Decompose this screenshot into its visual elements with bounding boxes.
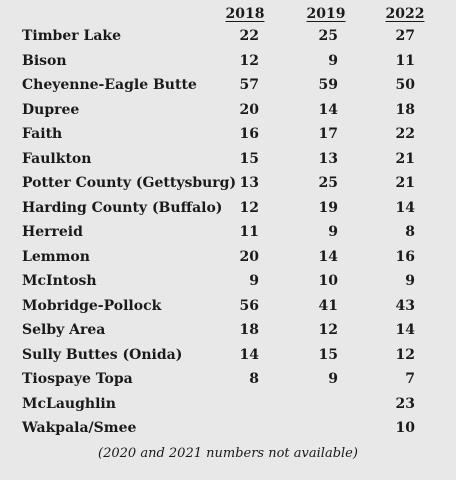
value-2018: 12 — [239, 52, 259, 69]
value-2019: 12 — [318, 322, 338, 338]
table-row — [0, 75, 456, 95]
value-2022: 23 — [395, 395, 415, 412]
table-row — [0, 320, 456, 340]
value-2019: 9 — [328, 371, 338, 387]
value-2018: 16 — [239, 126, 259, 142]
table-row — [0, 418, 456, 438]
value-2018: 56 — [239, 297, 259, 314]
value-2018: 20 — [239, 101, 259, 118]
value-2022: 7 — [405, 371, 415, 387]
school-name: Lemmon — [22, 248, 90, 265]
value-2019: 9 — [328, 224, 338, 240]
value-2019: 25 — [318, 28, 338, 44]
table-header — [0, 4, 456, 24]
value-2022: 8 — [405, 224, 415, 240]
table-row — [0, 247, 456, 267]
value-2022: 50 — [395, 77, 415, 93]
value-2018: 13 — [239, 175, 259, 191]
table-row — [0, 173, 456, 193]
value-2019: 59 — [318, 77, 338, 93]
school-name: Timber Lake — [22, 28, 122, 44]
school-name: Mobridge-Pollock — [22, 297, 162, 314]
school-name: Selby Area — [22, 322, 106, 338]
table-row — [0, 51, 456, 71]
value-2022: 21 — [395, 175, 415, 191]
table-row — [0, 271, 456, 291]
school-name: Tiospaye Topa — [22, 371, 133, 387]
value-2019: 14 — [318, 248, 338, 265]
value-2022: 9 — [405, 273, 415, 289]
value-2018: 20 — [239, 248, 259, 265]
value-2022: 21 — [395, 150, 415, 167]
school-name: Bison — [22, 52, 67, 69]
value-2019: 25 — [318, 175, 338, 191]
school-name: McIntosh — [22, 273, 97, 289]
footnote: (2020 and 2021 numbers not available) — [98, 446, 358, 461]
header-2022: 2022 — [385, 6, 425, 22]
table-row — [0, 149, 456, 169]
value-2018: 11 — [239, 224, 259, 240]
value-2019: 9 — [328, 52, 338, 69]
table-row — [0, 296, 456, 316]
value-2019: 17 — [318, 126, 338, 142]
value-2018: 9 — [249, 273, 259, 289]
value-2019: 13 — [318, 150, 338, 167]
value-2022: 16 — [395, 248, 415, 265]
school-name: Dupree — [22, 101, 80, 118]
table-row — [0, 198, 456, 218]
value-2018: 57 — [239, 77, 259, 93]
value-2022: 14 — [395, 322, 415, 338]
value-2018: 14 — [239, 346, 259, 363]
header-2019: 2019 — [306, 6, 346, 22]
value-2018: 8 — [249, 371, 259, 387]
table-row — [0, 222, 456, 242]
table-row — [0, 100, 456, 120]
value-2022: 18 — [395, 101, 415, 118]
school-name: McLaughlin — [22, 395, 116, 412]
school-name: Potter County (Gettysburg) — [22, 175, 237, 191]
value-2019: 14 — [318, 101, 338, 118]
school-name: Faith — [22, 126, 63, 142]
value-2022: 27 — [395, 28, 415, 44]
school-name: Harding County (Buffalo) — [22, 199, 223, 216]
value-2018: 12 — [239, 199, 259, 216]
value-2019: 15 — [318, 346, 338, 363]
table-row — [0, 26, 456, 46]
value-2022: 11 — [395, 52, 415, 69]
value-2019: 19 — [318, 199, 338, 216]
table-row — [0, 369, 456, 389]
value-2022: 43 — [395, 297, 415, 314]
school-name: Herreid — [22, 224, 83, 240]
school-name: Faulkton — [22, 150, 92, 167]
value-2018: 22 — [239, 28, 259, 44]
value-2022: 22 — [395, 126, 415, 142]
school-name: Sully Buttes (Onida) — [22, 346, 183, 363]
table-row — [0, 124, 456, 144]
value-2018: 15 — [239, 150, 259, 167]
header-2018: 2018 — [225, 6, 265, 22]
school-name: Cheyenne-Eagle Butte — [22, 77, 197, 93]
value-2022: 12 — [395, 346, 415, 363]
school-name: Wakpala/Smee — [22, 420, 137, 436]
value-2019: 10 — [318, 273, 338, 289]
table-row — [0, 345, 456, 365]
table-row — [0, 394, 456, 414]
value-2018: 18 — [239, 322, 259, 338]
value-2022: 10 — [395, 420, 415, 436]
value-2019: 41 — [318, 297, 338, 314]
value-2022: 14 — [395, 199, 415, 216]
